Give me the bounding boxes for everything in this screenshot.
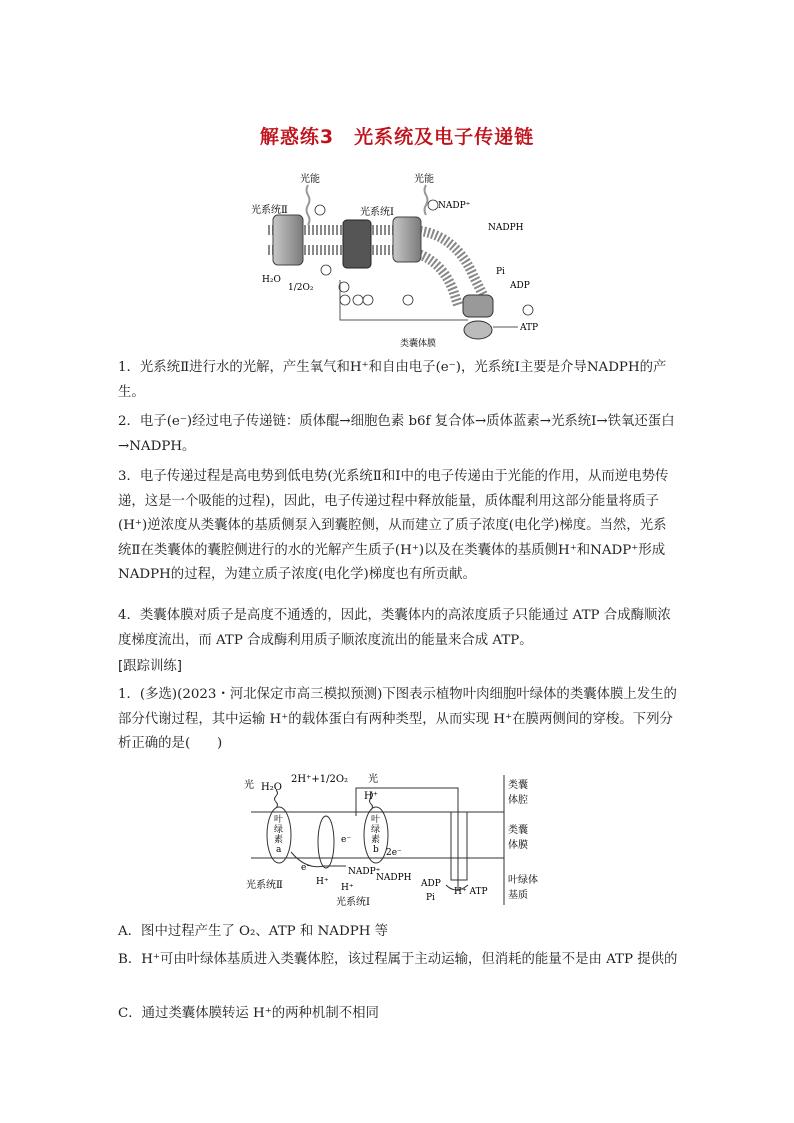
psb-char-3: 素	[371, 835, 381, 845]
thylakoid-membrane-diagram	[236, 770, 561, 910]
page-title: 解惑练3 光系统及电子传递链	[259, 126, 535, 148]
cytochrome-complex	[343, 220, 371, 268]
option-c: C．通过类囊体膜转运 H⁺的两种机制不相同	[118, 1006, 379, 1021]
paragraph-1: 1．光系统Ⅱ进行水的光解，产生氧气和H⁺和自由电子(e⁻)，光系统Ⅰ主要是介导NADPH的产生。	[118, 360, 667, 400]
question-1: 1．(多选)(2023・河北保定市高三模拟预测)下图表示植物叶肉细胞叶绿体的类囊体膜上发生的部分代谢过程，其中运输 H⁺的载体蛋白有两种类型，从而实现 H⁺在膜两侧间的穿梭。下列分析正确的是( )	[118, 687, 677, 751]
nadph-label-2: NADPH	[376, 873, 412, 883]
h-atp-label: H⁺ ATP	[454, 887, 488, 897]
paragraph-2: 2．电子(e⁻)经过电子传递链：质体醌→细胞色素 b6f 复合体→质体蓝素→光系统Ⅰ→铁氧还蛋白→NADPH。	[118, 414, 675, 454]
pi-label: Pi	[496, 267, 505, 277]
ps2-label-2: 光系统Ⅱ	[246, 880, 283, 891]
electron-transport-diagram	[248, 170, 548, 350]
adp-label-2: ADP	[421, 879, 441, 889]
stroma-label-1: 叶绿体	[508, 875, 538, 886]
atp-label: ATP	[520, 323, 539, 333]
ps2-label: 光系统Ⅱ	[251, 205, 288, 216]
option-a: A．图中过程产生了 O₂、ATP 和 NADPH 等	[118, 924, 389, 939]
nadph-label: NADPH	[488, 223, 524, 233]
o2-label: 1/2O₂	[288, 283, 314, 293]
electron-label-2: e⁻	[301, 863, 312, 873]
psa-char-4: a	[276, 845, 282, 855]
photosystem1-complex	[393, 217, 421, 262]
psa-char-1: 叶	[274, 815, 284, 825]
light-label-right: 光能	[414, 174, 434, 185]
h-label-b: H⁺	[341, 883, 354, 893]
stroma-label-2: 基质	[508, 890, 528, 901]
membrane-label-2: 体膜	[508, 840, 528, 851]
psb-char-2: 绿	[371, 825, 381, 835]
water-split-reaction: 2H⁺+1/2O₂	[291, 774, 349, 785]
psa-char-3: 素	[274, 835, 284, 845]
psb-char-4: b	[373, 845, 379, 855]
electron-label-1: e⁻	[341, 835, 352, 845]
lumen-label-2: 体腔	[508, 795, 528, 806]
light-label-left: 光能	[300, 174, 320, 185]
pi-label-2: Pi	[426, 893, 435, 903]
psa-char-2: 绿	[274, 825, 284, 835]
membrane-label: 类囊体膜	[400, 339, 437, 349]
atp-synthase	[463, 295, 493, 317]
section-heading: [跟踪训练]	[118, 659, 183, 674]
membrane-label-1: 类囊	[508, 825, 528, 836]
paragraph-4: 4．类囊体膜对质子是高度不通透的，因此，类囊体内的高浓度质子只能通过 ATP 合成酶顺浓度梯度流出，而 ATP 合成酶利用质子顺浓度流出的能量来合成 ATP。	[118, 608, 671, 648]
ps1-label-2: 光系统Ⅰ	[336, 897, 370, 908]
h2o-label-2: H₂O	[261, 782, 282, 793]
electron-label-3: 2e⁻	[386, 848, 402, 858]
h2o-label: H₂O	[262, 275, 281, 285]
photosystem2-complex	[273, 215, 303, 265]
h-label-a: H⁺	[316, 877, 329, 887]
ps1-label: 光系统Ⅰ	[360, 207, 394, 218]
light-label-2: 光	[368, 774, 378, 785]
h-plus-label: H⁺	[364, 791, 378, 802]
psb-char-1: 叶	[371, 815, 381, 825]
option-b: B．H⁺可由叶绿体基质进入类囊体腔，该过程属于主动运输，但消耗的能量不是由 ATP 提供的	[118, 952, 678, 967]
adp-label: ADP	[510, 281, 530, 291]
lumen-label-1: 类囊	[508, 780, 528, 791]
nadp-label-2: NADP⁺	[348, 867, 381, 877]
light-label-1: 光	[244, 780, 254, 791]
paragraph-3: 3．电子传递过程是高电势到低电势(光系统Ⅱ和Ⅰ中的电子传递由于光能的作用，从而逆电势传递，这是一个吸能的过程)，因此，电子传递过程中释放能量，质体醌利用这部分能量将质子(H⁺)逆浓度从类囊体的基质侧泵入到囊腔侧，从而建立了质子浓度(电化学)梯度。当然，光系统Ⅱ在类囊体的囊腔侧进行的水的光解产生质子(H⁺)以及在类囊体的基质侧H⁺和NADP⁺形成NADPH的过程，为建立质子浓度(电化学)梯度也有所贡献。	[118, 469, 669, 582]
nadp-label: NADP⁺	[438, 201, 471, 211]
